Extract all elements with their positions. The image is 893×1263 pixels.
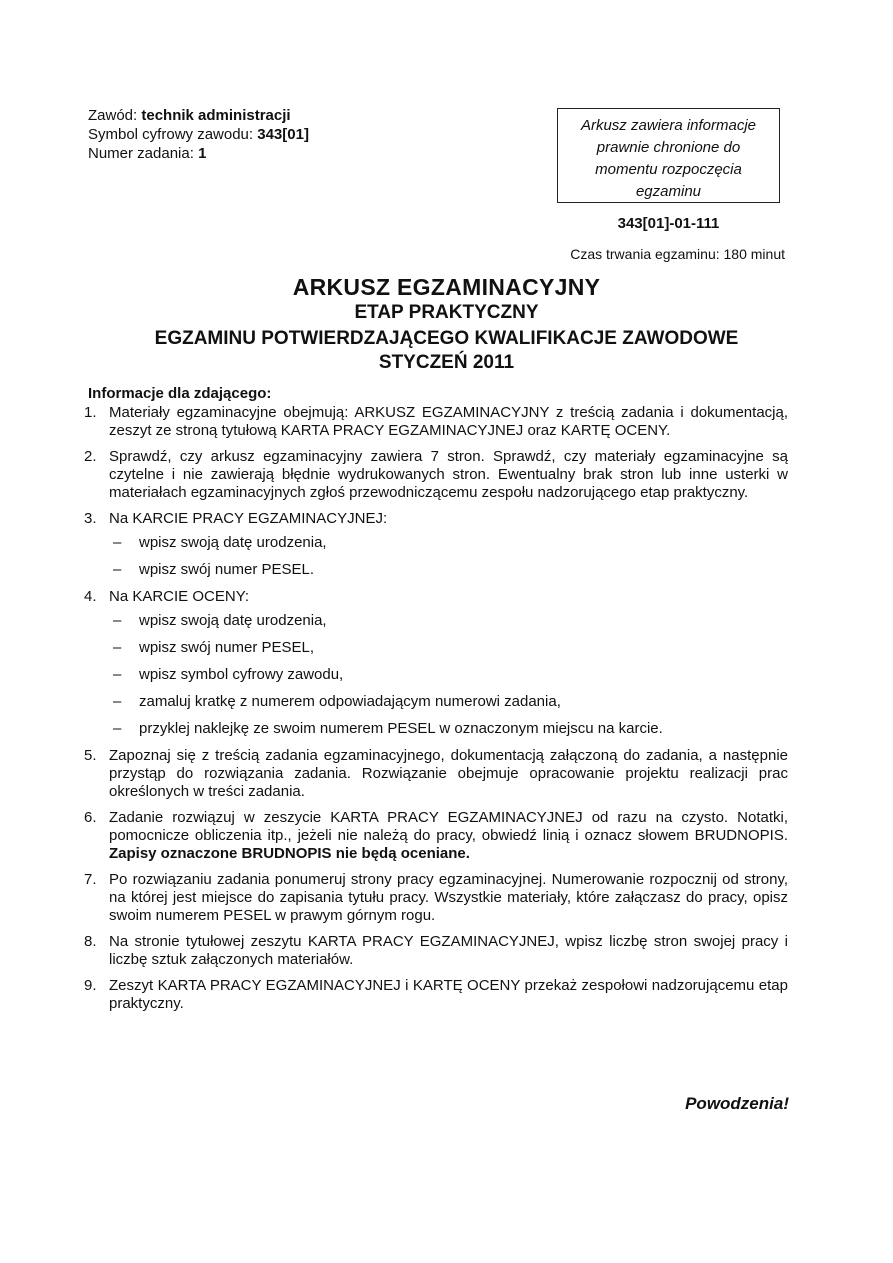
instruction-text: Sprawdź, czy arkusz egzaminacyjny zawiera 7 stron. Sprawdź, czy materiały egzaminacyjne są czytelne i nie zawierają błędnie wydrukowanych stron. Ewentualny brak stron lub inne usterki w materiałach egzaminacyjnych zgłoś przewodniczącemu zespołu nadzorującego etap praktyczny. (109, 448, 788, 501)
instruction-subitem (109, 612, 788, 630)
instruction-text: Zadanie rozwiązuj w zeszycie KARTA PRACY EGZAMINACYJNEJ od razu na czysto. Notatki, pomocnicze obliczenia itp., jeżeli nie należą do pracy, obwiedź linią i oznacz słowem BRUDNOPIS. (109, 809, 788, 844)
instruction-bold-text: Zapisy oznaczone BRUDNOPIS nie będą oceniane. (109, 845, 470, 862)
document-subtitle: EGZAMINU POTWIERDZAJĄCEGO KWALIFIKACJE ZAWODOWE (154, 328, 739, 349)
instruction-item (84, 871, 788, 925)
instruction-text: Na KARCIE OCENY: (109, 588, 250, 605)
dash-bullet: – (113, 693, 122, 710)
dash-bullet: – (113, 639, 122, 656)
instruction-number: 7. (84, 871, 97, 888)
notice-line: prawnie chronione do (596, 139, 741, 156)
farewell-text: Powodzenia! (685, 1094, 789, 1113)
symbol-line: Symbol cyfrowy zawodu: 343[01] (88, 126, 309, 143)
instruction-subitem (109, 720, 788, 738)
exam-code: 343[01]-01-111 (617, 215, 720, 232)
dash-bullet: – (113, 666, 122, 683)
instruction-number: 1. (84, 404, 97, 421)
dash-bullet: – (113, 720, 122, 737)
dash-bullet: – (113, 612, 122, 629)
notice-line: Arkusz zawiera informacje (580, 117, 757, 134)
dash-bullet: – (113, 534, 122, 551)
profession-value: technik administracji (141, 107, 291, 124)
instruction-number: 8. (84, 933, 97, 950)
legal-notice-box (557, 108, 780, 203)
notice-line: egzaminu (635, 183, 702, 200)
instruction-number: 6. (84, 809, 97, 826)
instruction-subitem-text: wpisz swój numer PESEL. (139, 561, 315, 578)
exam-duration: Czas trwania egzaminu: 180 minut (570, 246, 785, 262)
instructions-heading: Informacje dla zdającego: (88, 385, 272, 402)
instruction-subitems (109, 534, 788, 579)
instruction-text: Materiały egzaminacyjne obejmują: ARKUSZ EGZAMINACYJNY z treścią zadania i dokumentacją, zeszyt ze stroną tytułową KARTA PRACY EGZAMINACYJNEJ oraz KARTĘ OCENY. (109, 404, 788, 439)
instruction-subitem-text: wpisz swoją datę urodzenia, (139, 612, 327, 629)
instruction-number: 9. (84, 977, 97, 994)
instruction-number: 3. (84, 510, 97, 527)
instruction-item (84, 809, 788, 863)
notice-line: momentu rozpoczęcia (595, 161, 742, 178)
exam-session: STYCZEŃ 2011 (378, 352, 515, 373)
instruction-subitem (109, 666, 788, 684)
instruction-subitem-text: przyklej naklejkę ze swoim numerem PESEL w oznaczonym miejscu na karcie. (139, 720, 663, 737)
exam-header-info (88, 106, 309, 163)
instruction-text: Zapoznaj się z treścią zadania egzaminacyjnego, dokumentacją załączoną do zadania, a następnie przystąp do rozwiązania zadania. Rozwiązanie obejmuje opracowanie projektu realizacji prac określonych w treści zadania. (109, 747, 788, 800)
instruction-number: 5. (84, 747, 97, 764)
document-title: ARKUSZ EGZAMINACYJNY (292, 274, 601, 300)
instruction-number: 4. (84, 588, 97, 605)
task-number-value: 1 (198, 145, 207, 162)
instruction-item (84, 747, 788, 801)
instruction-item (84, 933, 788, 969)
instructions-list (84, 404, 788, 1021)
symbol-value: 343[01] (257, 126, 309, 143)
instruction-item (84, 404, 788, 440)
instruction-text: Na KARCIE PRACY EGZAMINACYJNEJ: (109, 510, 388, 527)
instruction-text: Zeszyt KARTA PRACY EGZAMINACYJNEJ i KARTĘ OCENY przekaż zespołowi nadzorującemu etap praktyczny. (109, 977, 788, 1012)
instruction-item (84, 977, 788, 1013)
instruction-subitem-text: wpisz symbol cyfrowy zawodu, (139, 666, 344, 683)
instruction-item (84, 510, 788, 579)
instruction-number: 2. (84, 448, 97, 465)
instruction-item (84, 588, 788, 738)
instruction-text: Po rozwiązaniu zadania ponumeruj strony pracy egzaminacyjnej. Numerowanie rozpocznij od strony, na której jest miejsce do zapisania tytułu pracy. Wszystkie materiały, które załączasz do pracy, opisz swoim numerem PESEL w prawym górnym rogu. (109, 871, 788, 924)
instruction-subitem (109, 639, 788, 657)
profession-line: Zawód: technik administracji (88, 107, 291, 124)
instruction-subitem (109, 561, 788, 579)
instruction-subitems (109, 612, 788, 738)
instruction-subitem (109, 693, 788, 711)
instruction-subitem-text: zamaluj kratkę z numerem odpowiadającym numerowi zadania, (139, 693, 561, 710)
instruction-text: Na stronie tytułowej zeszytu KARTA PRACY EGZAMINACYJNEJ, wpisz liczbę stron swojej pracy i liczbę sztuk załączonych materiałów. (109, 933, 788, 968)
document-subtitle: ETAP PRAKTYCZNY (354, 302, 539, 323)
task-number-line: Numer zadania: 1 (88, 145, 207, 162)
dash-bullet: – (113, 561, 122, 578)
instruction-subitem-text: wpisz swoją datę urodzenia, (139, 534, 327, 551)
instruction-subitem-text: wpisz swój numer PESEL, (139, 639, 315, 656)
instruction-item (84, 448, 788, 502)
instruction-subitem (109, 534, 788, 552)
